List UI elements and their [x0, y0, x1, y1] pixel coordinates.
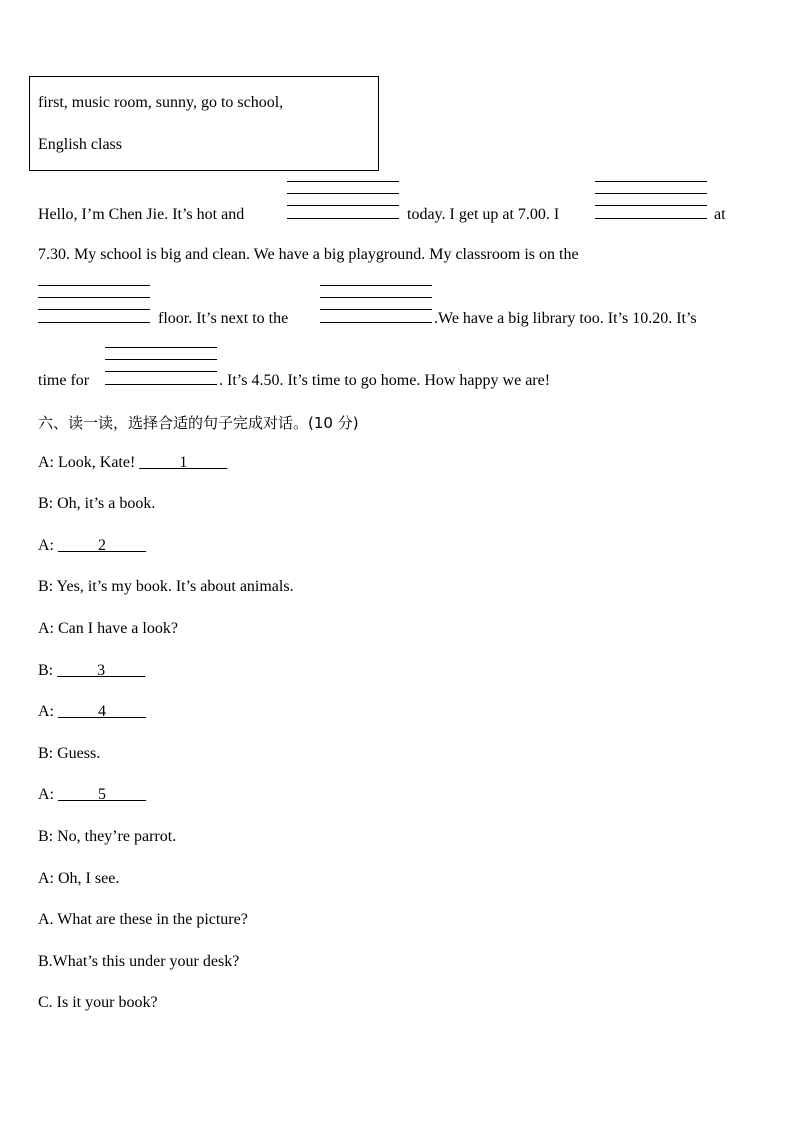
speaker-label: B:: [38, 745, 54, 762]
dialogue-text: Look, Kate!: [58, 454, 136, 471]
dialogue-line: [38, 578, 294, 596]
dialogue-blank[interactable]: _____4_____: [58, 703, 146, 720]
dialogue-text: Yes, it’s my book. It’s about animals.: [56, 578, 294, 595]
dialogue-blank[interactable]: _____1_____: [139, 454, 228, 471]
answer-blank-5[interactable]: [105, 347, 217, 385]
speaker-label: B:: [38, 495, 54, 512]
dialogue-text: No, they’re parrot.: [57, 828, 177, 845]
dialogue-blank[interactable]: _____2_____: [58, 537, 146, 554]
passage-text: floor. It’s next to the: [158, 310, 289, 327]
dialogue-line: [38, 786, 146, 804]
dialogue-text: Can I have a look?: [58, 620, 178, 637]
dialogue-line: [38, 495, 155, 513]
dialogue-line: [38, 537, 146, 555]
word-bank-box: [29, 76, 379, 171]
speaker-label: A:: [38, 870, 54, 887]
speaker-label: A:: [38, 537, 54, 554]
passage-text: time for: [38, 372, 90, 389]
speaker-label: A:: [38, 703, 54, 720]
speaker-label: B:: [38, 662, 54, 679]
speaker-label: A:: [38, 454, 54, 471]
passage-text: at: [714, 206, 726, 223]
passage-text: . It’s 4.50. It’s time to go home. How happy we are!: [219, 372, 551, 389]
word-bank-line-1: first, music room, sunny, go to school,: [38, 94, 284, 111]
word-bank-line-2: English class: [38, 136, 122, 153]
option-b: B.What’s this under your desk?: [38, 953, 240, 970]
dialogue-line: [38, 745, 100, 763]
speaker-label: A:: [38, 786, 54, 803]
dialogue-line: [38, 662, 145, 680]
speaker-label: A:: [38, 620, 54, 637]
answer-blank-3[interactable]: [38, 285, 150, 323]
dialogue-text: Oh, I see.: [58, 870, 120, 887]
speaker-label: B:: [38, 828, 54, 845]
dialogue-line: [38, 870, 119, 888]
passage-text: .We have a big library too. It’s 10.20. It’s: [434, 310, 697, 327]
option-a: A. What are these in the picture?: [38, 911, 248, 928]
dialogue-blank[interactable]: _____3_____: [57, 662, 146, 679]
answer-blank-1[interactable]: [287, 181, 399, 219]
passage-text: Hello, I’m Chen Jie. It’s hot and: [38, 206, 245, 223]
answer-blank-4[interactable]: [320, 285, 432, 323]
dialogue-blank[interactable]: _____5_____: [58, 786, 146, 803]
passage-text: today. I get up at 7.00. I: [407, 206, 560, 223]
section-heading: 六、读一读，选择合适的句子完成对话。(10 分): [38, 414, 359, 432]
dialogue-text: Oh, it’s a book.: [57, 495, 156, 512]
dialogue-line: [38, 828, 176, 846]
dialogue-line: [38, 620, 178, 638]
passage-text: 7.30. My school is big and clean. We have a big playground. My classroom is on the: [38, 246, 579, 263]
speaker-label: B:: [38, 578, 54, 595]
option-c: C. Is it your book?: [38, 994, 158, 1011]
dialogue-line: [38, 454, 227, 472]
dialogue-text: Guess.: [57, 745, 101, 762]
dialogue-line: [38, 703, 146, 721]
answer-blank-2[interactable]: [595, 181, 707, 219]
